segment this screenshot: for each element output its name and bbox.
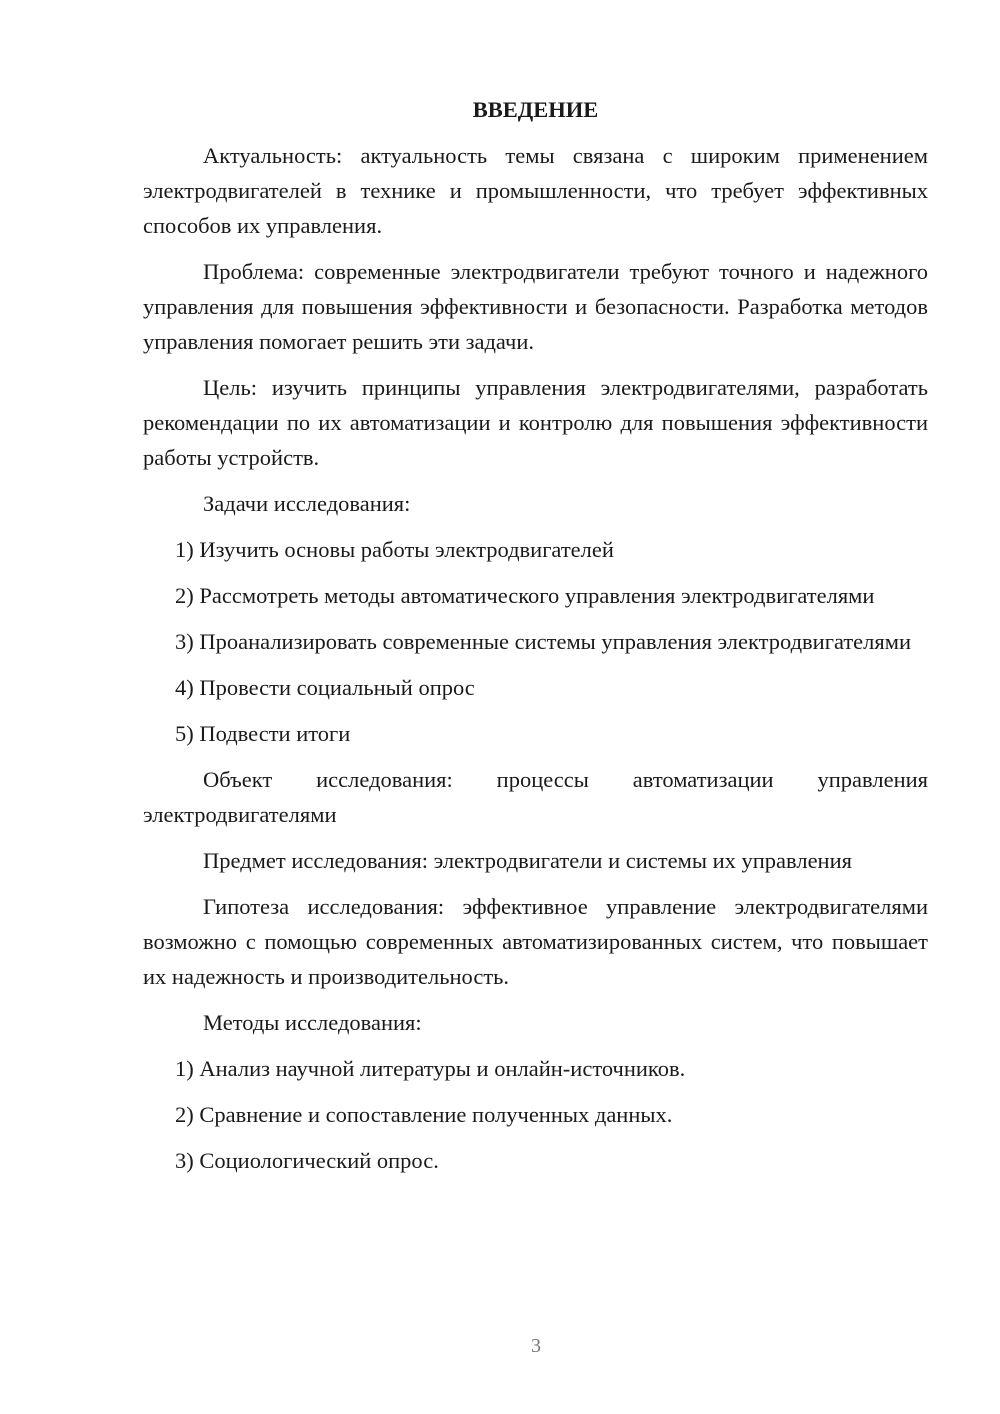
problem-paragraph: Проблема: современные электродвигатели требуют точного и надежного управления для повышения эффективности и безопасности. Разработка методов управления помогает решить эти задачи. bbox=[143, 259, 928, 354]
task-item: 4) Провести социальный опрос bbox=[175, 675, 475, 700]
task-item: 3) Проанализировать современные системы управления электродвигателями bbox=[175, 629, 912, 654]
hypothesis-paragraph: Гипотеза исследования: эффективное управление электродвигателями возможно с помощью современных автоматизированных систем, что повышает их надежность и производительность. bbox=[143, 894, 928, 989]
task-item: 5) Подвести итоги bbox=[175, 721, 351, 746]
object-paragraph: Объект исследования: процессы автоматизации управления электродвигателями bbox=[143, 767, 928, 827]
page-number: 3 bbox=[531, 1335, 541, 1357]
tasks-title: Задачи исследования: bbox=[203, 491, 411, 516]
method-item: 2) Сравнение и сопоставление полученных данных. bbox=[175, 1102, 673, 1127]
task-item: 1) Изучить основы работы электродвигателей bbox=[175, 537, 614, 562]
task-item: 2) Рассмотреть методы автоматического управления электродвигателями bbox=[175, 583, 875, 608]
section-heading: ВВЕДЕНИЕ bbox=[472, 97, 599, 122]
methods-title: Методы исследования: bbox=[203, 1010, 422, 1035]
method-item: 1) Анализ научной литературы и онлайн-источников. bbox=[175, 1056, 686, 1081]
subject-paragraph: Предмет исследования: электродвигатели и системы их управления bbox=[203, 848, 852, 873]
method-item: 3) Социологический опрос. bbox=[175, 1148, 439, 1173]
goal-paragraph: Цель: изучить принципы управления электродвигателями, разработать рекомендации по их автоматизации и контролю для повышения эффективности работы устройств. bbox=[143, 375, 928, 470]
page-content bbox=[143, 92, 928, 1189]
relevance-paragraph: Актуальность: актуальность темы связана с широким применением электродвигателей в технике и промышленности, что требует эффективных способов их управления. bbox=[143, 143, 928, 238]
